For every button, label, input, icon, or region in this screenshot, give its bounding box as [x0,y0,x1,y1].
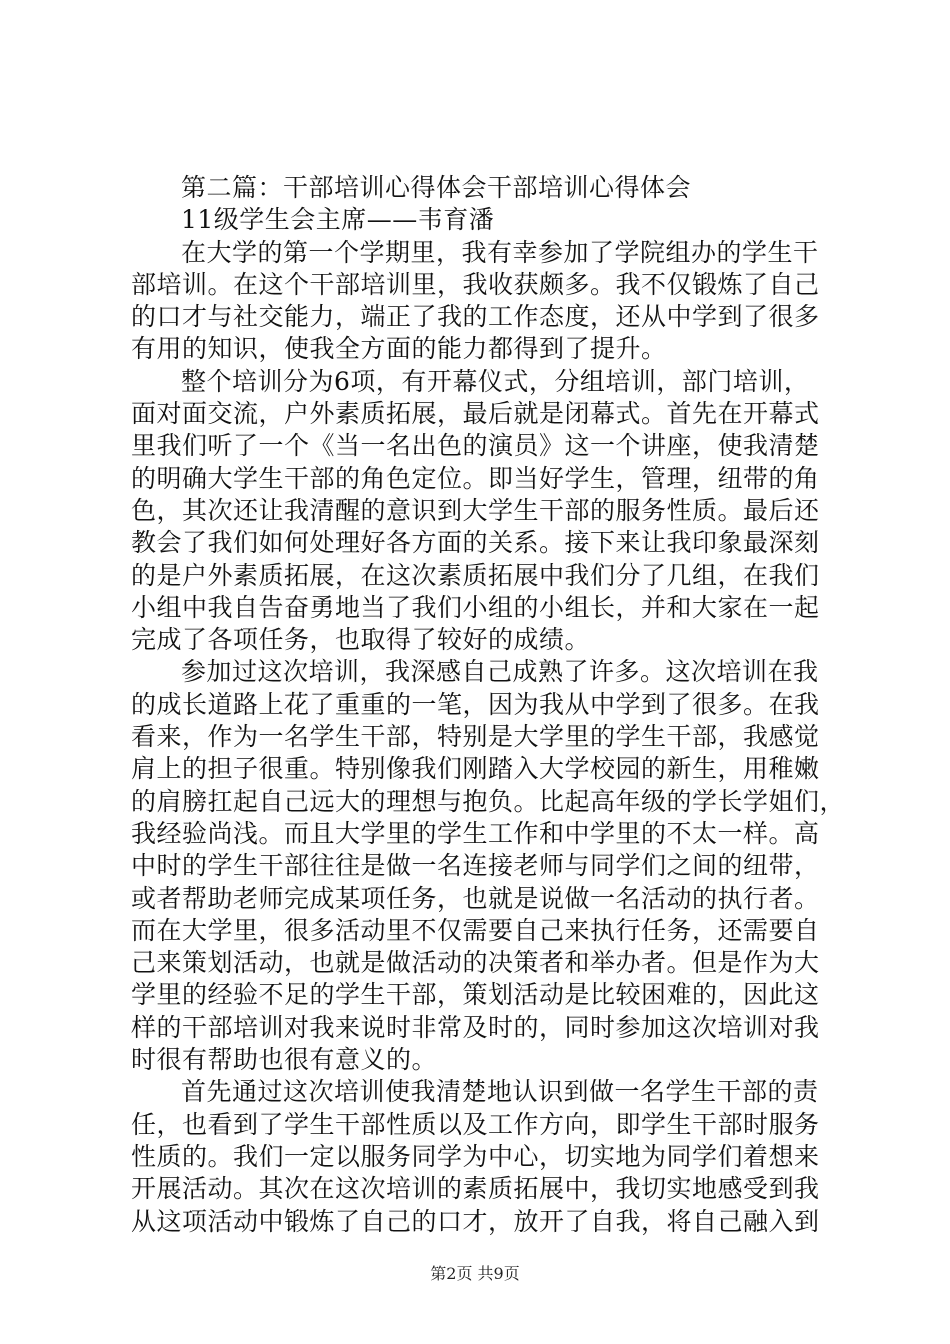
text-line: 小组中我自告奋勇地当了我们小组的小组长，并和大家在一起 [131,592,820,622]
text-line: 整个培训分为6项，有开幕仪式，分组培训，部门培训， [181,366,810,396]
paragraph-1 [131,237,831,366]
text-line: 时很有帮助也很有意义的。 [131,1045,438,1075]
text-line: 从这项活动中锻炼了自己的口才，放开了自我，将自己融入到 [131,1206,820,1236]
text-line: 的是户外素质拓展，在这次素质拓展中我们分了几组，在我们 [131,560,820,590]
text-line: 的明确大学生干部的角色定位。即当好学生，管理，纽带的角 [131,463,820,493]
text-line: 参加过这次培训，我深感自己成熟了许多。这次培训在我 [181,657,819,687]
text-line: 肩上的担子很重。特别像我们刚踏入大学校园的新生，用稚嫩 [131,754,820,784]
paragraph-4 [131,1076,831,1237]
text-line: 中时的学生干部往往是做一名连接老师与同学们之间的纽带， [131,851,820,881]
text-line: 性质的。我们一定以服务同学为中心，切实地为同学们着想来 [131,1141,820,1171]
text-line: 色，其次还让我清醒的意识到大学生干部的服务性质。最后还 [131,495,820,525]
text-line: 的口才与社交能力，端正了我的工作态度，还从中学到了很多 [131,302,820,332]
text-line: 样的干部培训对我来说时非常及时的，同时参加这次培训对我 [131,1012,820,1042]
text-line: 己来策划活动，也就是做活动的决策者和举办者。但是作为大 [131,948,820,978]
text-line: 而在大学里，很多活动里不仅需要自己来执行任务，还需要自 [131,915,820,945]
text-line: 任，也看到了学生干部性质以及工作方向，即学生干部时服务 [131,1109,820,1139]
text-line: 的成长道路上花了重重的一笔，因为我从中学到了很多。在我 [131,689,820,719]
author-line: 11级学生会主席——韦育潘 [181,205,495,235]
text-line: 学里的经验不足的学生干部，策划活动是比较困难的，因此这 [131,980,820,1010]
text-line: 在大学的第一个学期里，我有幸参加了学院组办的学生干 [181,237,819,267]
paragraph-3 [131,656,846,1076]
text-line: 或者帮助老师完成某项任务，也就是说做一名活动的执行者。 [131,883,820,913]
paragraph-2 [131,366,831,657]
text-line: 有用的知识，使我全方面的能力都得到了提升。 [131,334,667,364]
text-line: 完成了各项任务，也取得了较好的成绩。 [131,625,591,655]
text-line: 部培训。在这个干部培训里，我收获颇多。我不仅锻炼了自己 [131,269,820,299]
text-line: 看来，作为一名学生干部，特别是大学里的学生干部，我感觉 [131,722,820,752]
text-line: 教会了我们如何处理好各方面的关系。接下来让我印象最深刻 [131,528,820,558]
page-number-footer: 第2页 共9页 [430,1264,520,1283]
text-line: 面对面交流，户外素质拓展，最后就是闭幕式。首先在开幕式 [131,399,820,429]
text-line: 的肩膀扛起自己远大的理想与抱负。比起高年级的学长学姐们， [131,786,846,816]
document-title: 第二篇：干部培训心得体会干部培训心得体会 [181,173,692,202]
document-body [131,172,846,1238]
text-line: 开展活动。其次在这次培训的素质拓展中，我切实地感受到我 [131,1174,820,1204]
text-line: 里我们听了一个《当一名出色的演员》这一个讲座，使我清楚 [131,431,820,461]
text-line: 首先通过这次培训使我清楚地认识到做一名学生干部的责 [181,1077,819,1107]
text-line: 我经验尚浅。而且大学里的学生工作和中学里的不太一样。高 [131,818,820,848]
